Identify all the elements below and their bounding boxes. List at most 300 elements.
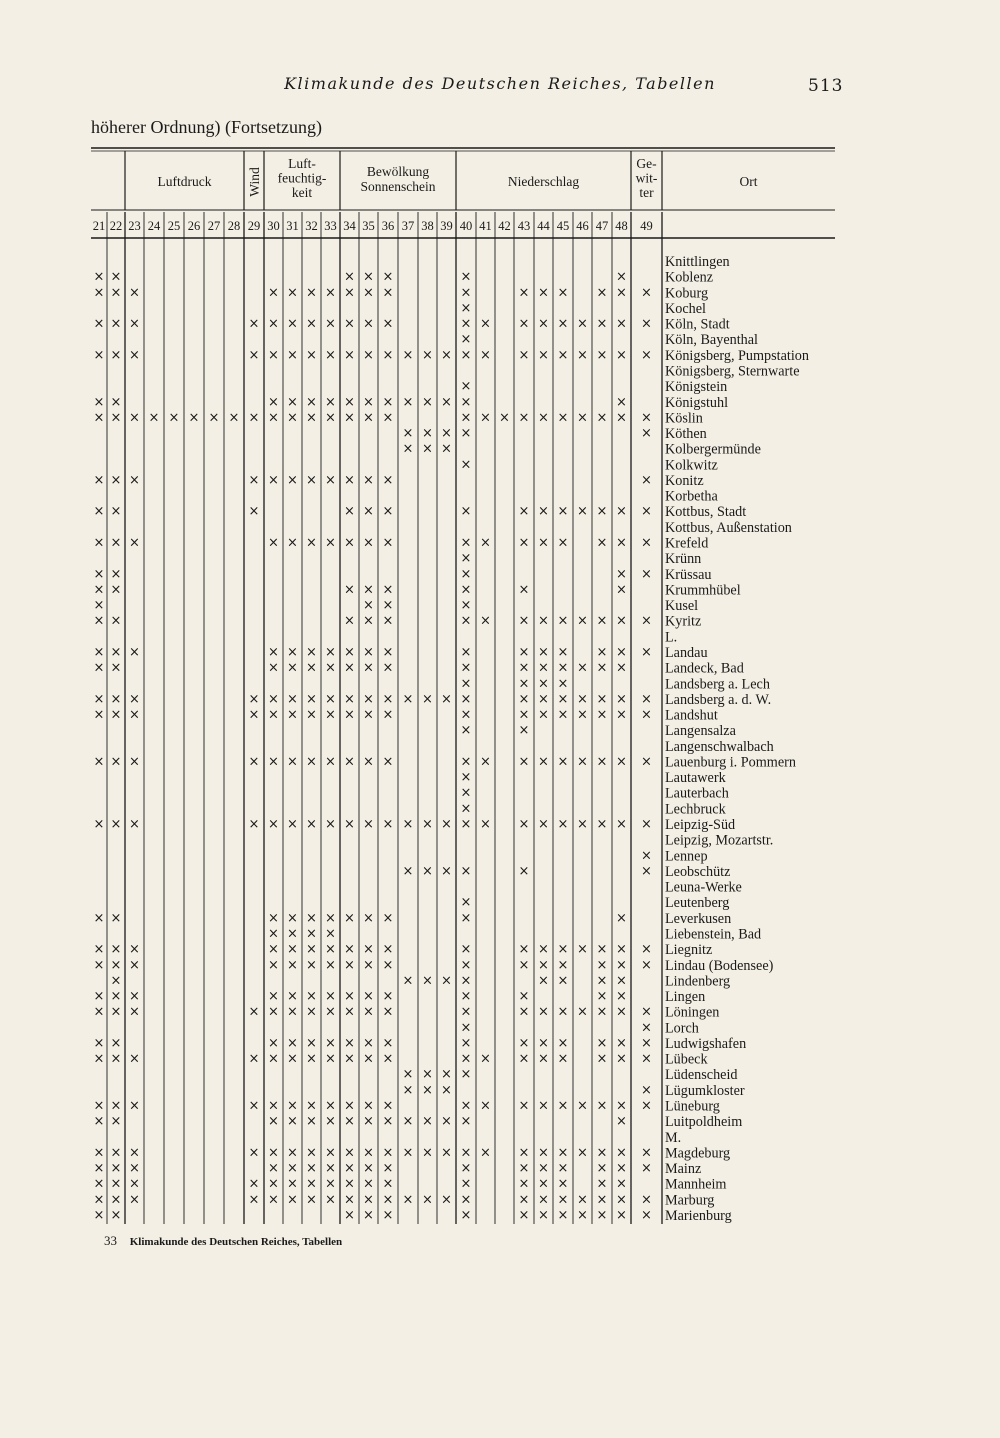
mark-45: × [557,817,569,833]
mark-31: × [287,1035,298,1051]
mark-43: × [518,1051,530,1067]
mark-36: × [382,1145,394,1161]
mark-36: × [382,504,394,520]
mark-48: × [616,973,627,989]
station-name: Kottbus, Außenstation [665,519,792,536]
mark-43: × [518,1192,530,1208]
mark-36: × [382,644,394,660]
mark-31: × [287,910,298,926]
mark-35: × [363,394,374,410]
mark-35: × [363,347,374,363]
station-name: Lechbruck [665,801,726,818]
mark-32: × [306,1098,317,1114]
mark-21: × [93,707,105,723]
station-name: Langensalza [665,723,736,740]
mark-39: × [441,817,452,833]
mark-33: × [325,691,336,707]
mark-45: × [557,973,569,989]
mark-48: × [616,957,627,973]
mark-23: × [129,316,140,332]
mark-22: × [110,817,122,833]
mark-32: × [306,347,317,363]
mark-29: × [248,316,260,332]
mark-39: × [441,347,452,363]
station-name: Leutenberg [665,895,730,912]
mark-48: × [616,910,627,926]
mark-49: × [641,1035,652,1051]
mark-34: × [344,1004,355,1020]
station-name: Landshut [665,707,718,724]
mark-47: × [596,957,608,973]
column-number-45: 45 [556,219,570,233]
mark-44: × [538,410,549,426]
mark-48: × [616,1051,627,1067]
mark-33: × [325,817,336,833]
mark-33: × [325,1051,336,1067]
section-letter: M. [665,1129,682,1146]
mark-40: × [460,1192,472,1208]
mark-43: × [518,676,530,692]
station-name: Lorch [665,1020,699,1037]
mark-30: × [268,394,279,410]
mark-48: × [616,1208,627,1223]
mark-33: × [325,1145,336,1161]
mark-36: × [382,316,394,332]
mark-31: × [287,644,298,660]
mark-40: × [460,910,472,926]
station-name: Krünn [665,551,702,568]
mark-32: × [306,817,317,833]
mark-36: × [382,269,394,285]
column-number-27: 27 [207,219,221,233]
mark-36: × [382,1098,394,1114]
mark-44: × [538,1035,549,1051]
mark-36: × [382,660,394,676]
mark-33: × [325,1192,336,1208]
mark-22: × [110,957,122,973]
mark-22: × [110,660,122,676]
mark-40: × [460,379,472,395]
mark-38: × [422,1114,433,1130]
mark-31: × [287,942,298,958]
mark-35: × [363,1176,374,1192]
mark-49: × [641,1020,652,1036]
mark-22: × [110,1145,122,1161]
mark-34: × [344,504,355,520]
mark-41: × [480,347,491,363]
column-number-47: 47 [595,219,609,233]
mark-48: × [616,1176,627,1192]
station-name: Köslin [665,410,703,427]
mark-40: × [460,535,472,551]
mark-32: × [306,1192,317,1208]
mark-31: × [287,707,298,723]
mark-45: × [557,754,569,770]
mark-40: × [460,1145,472,1161]
mark-40: × [460,1004,472,1020]
mark-36: × [382,1192,394,1208]
mark-35: × [363,1145,374,1161]
mark-49: × [641,754,652,770]
mark-41: × [480,535,491,551]
mark-35: × [363,1161,374,1177]
header-gewitter: Ge- [636,156,657,171]
mark-43: × [518,1035,530,1051]
station-name: Köthen [665,426,707,443]
station-name: Landsberg a. d. W. [665,691,772,708]
station-name: Lingen [665,989,706,1006]
mark-48: × [616,613,627,629]
mark-34: × [344,1145,355,1161]
mark-29: × [248,472,260,488]
mark-43: × [518,504,530,520]
mark-45: × [557,347,569,363]
mark-27: × [208,410,220,426]
mark-34: × [344,1161,355,1177]
mark-40: × [460,801,472,817]
mark-35: × [363,269,374,285]
mark-46: × [577,817,588,833]
mark-49: × [641,1208,652,1223]
mark-43: × [518,535,530,551]
mark-37: × [402,1082,414,1098]
mark-23: × [129,472,140,488]
mark-44: × [538,316,549,332]
mark-23: × [129,754,140,770]
mark-31: × [287,660,298,676]
mark-40: × [460,644,472,660]
mark-34: × [344,1114,355,1130]
station-name: Luitpoldheim [665,1114,743,1131]
mark-31: × [287,347,298,363]
mark-43: × [518,989,530,1005]
mark-44: × [538,535,549,551]
mark-21: × [93,613,105,629]
mark-40: × [460,1161,472,1177]
mark-21: × [93,394,105,410]
mark-33: × [325,1114,336,1130]
mark-22: × [110,582,122,598]
mark-44: × [538,942,549,958]
mark-33: × [325,316,336,332]
mark-28: × [228,410,240,426]
station-name: Löningen [665,1004,720,1021]
station-name: Marburg [665,1192,715,1209]
column-number-21: 21 [92,219,106,233]
mark-21: × [93,1145,105,1161]
mark-22: × [110,1114,122,1130]
mark-39: × [441,394,452,410]
mark-29: × [248,817,260,833]
mark-31: × [287,535,298,551]
mark-48: × [616,817,627,833]
mark-49: × [641,644,652,660]
mark-34: × [344,989,355,1005]
mark-47: × [596,1208,608,1223]
mark-40: × [460,1051,472,1067]
mark-39: × [441,863,452,879]
mark-47: × [596,1192,608,1208]
mark-23: × [129,1145,140,1161]
station-name: Lübeck [665,1051,708,1068]
station-name: Langenschwalbach [665,738,774,755]
column-number-43: 43 [517,219,531,233]
mark-34: × [344,269,355,285]
station-name: Königstuhl [665,394,729,411]
mark-37: × [402,426,414,442]
mark-49: × [641,347,652,363]
mark-30: × [268,1051,279,1067]
mark-40: × [460,942,472,958]
mark-29: × [248,1176,260,1192]
mark-49: × [641,1192,652,1208]
mark-40: × [460,269,472,285]
mark-49: × [641,691,652,707]
mark-32: × [306,316,317,332]
mark-49: × [641,613,652,629]
mark-34: × [344,957,355,973]
station-name: Königsberg, Sternwarte [665,363,800,380]
mark-33: × [325,926,336,942]
mark-40: × [460,863,472,879]
mark-37: × [402,1145,414,1161]
mark-37: × [402,1067,414,1083]
mark-44: × [538,691,549,707]
mark-32: × [306,644,317,660]
mark-34: × [344,472,355,488]
column-number-46: 46 [576,219,589,233]
mark-23: × [129,347,140,363]
column-number-40: 40 [459,219,473,233]
mark-47: × [596,691,608,707]
mark-39: × [441,441,452,457]
mark-39: × [441,1192,452,1208]
station-name: Mannheim [665,1176,727,1193]
mark-29: × [248,504,260,520]
mark-49: × [641,566,652,582]
mark-30: × [268,1004,279,1020]
mark-32: × [306,707,317,723]
header-bewoelkung: Sonnenschein [360,179,436,194]
mark-49: × [641,1161,652,1177]
mark-30: × [268,817,279,833]
mark-29: × [248,347,260,363]
mark-31: × [287,1145,298,1161]
mark-46: × [577,707,588,723]
mark-22: × [110,316,122,332]
station-name: Lüneburg [665,1098,720,1115]
mark-34: × [344,1098,355,1114]
mark-36: × [382,1176,394,1192]
station-name: Korbetha [665,488,718,505]
mark-44: × [538,347,549,363]
mark-47: × [596,1176,608,1192]
section-letter: L. [665,629,678,646]
mark-30: × [268,660,279,676]
mark-44: × [538,1161,549,1177]
mark-33: × [325,910,336,926]
mark-43: × [518,410,530,426]
mark-33: × [325,472,336,488]
mark-46: × [577,942,588,958]
mark-44: × [538,1208,549,1223]
mark-35: × [363,316,374,332]
mark-30: × [268,942,279,958]
mark-31: × [287,1098,298,1114]
mark-36: × [382,691,394,707]
mark-23: × [129,1098,140,1114]
mark-39: × [441,973,452,989]
mark-44: × [538,613,549,629]
header-luftfeuchtigkeit: keit [291,185,313,200]
mark-44: × [538,1145,549,1161]
mark-40: × [460,582,472,598]
mark-49: × [641,1051,652,1067]
mark-41: × [480,1145,491,1161]
mark-48: × [616,660,627,676]
mark-22: × [110,269,122,285]
mark-37: × [402,817,414,833]
station-name: Leipzig-Süd [665,817,736,834]
mark-36: × [382,1208,394,1223]
station-name: Lüdenscheid [665,1067,738,1084]
mark-21: × [93,269,105,285]
mark-39: × [441,1145,452,1161]
mark-34: × [344,754,355,770]
mark-43: × [518,644,530,660]
mark-32: × [306,754,317,770]
mark-41: × [480,1051,491,1067]
mark-35: × [363,817,374,833]
mark-49: × [641,410,652,426]
mark-40: × [460,613,472,629]
mark-46: × [577,504,588,520]
mark-29: × [248,707,260,723]
mark-45: × [557,316,569,332]
mark-47: × [596,535,608,551]
mark-32: × [306,1161,317,1177]
mark-32: × [306,1051,317,1067]
mark-37: × [402,973,414,989]
column-number-23: 23 [128,219,141,233]
mark-22: × [110,613,122,629]
mark-49: × [641,1004,652,1020]
station-name: Landsberg a. Lech [665,676,770,693]
mark-47: × [596,1145,608,1161]
mark-47: × [596,754,608,770]
mark-40: × [460,754,472,770]
mark-40: × [460,551,472,567]
mark-49: × [641,316,652,332]
mark-38: × [422,1067,433,1083]
mark-31: × [287,1004,298,1020]
mark-40: × [460,723,472,739]
column-number-26: 26 [187,219,201,233]
mark-35: × [363,942,374,958]
mark-23: × [129,707,140,723]
mark-48: × [616,535,627,551]
column-number-37: 37 [401,219,415,233]
mark-36: × [382,817,394,833]
mark-35: × [363,535,374,551]
mark-48: × [616,285,627,301]
mark-48: × [616,1114,627,1130]
station-name: Krefeld [665,535,709,552]
mark-22: × [110,754,122,770]
mark-43: × [518,1208,530,1223]
mark-22: × [110,1004,122,1020]
mark-40: × [460,285,472,301]
mark-30: × [268,691,279,707]
mark-40: × [460,1176,472,1192]
mark-31: × [287,817,298,833]
mark-34: × [344,535,355,551]
mark-33: × [325,285,336,301]
mark-43: × [518,957,530,973]
mark-33: × [325,1035,336,1051]
mark-49: × [641,1145,652,1161]
mark-40: × [460,1035,472,1051]
mark-23: × [129,1004,140,1020]
mark-48: × [616,644,627,660]
mark-33: × [325,989,336,1005]
column-number-22: 22 [109,219,123,233]
station-name: Königstein [665,379,728,396]
mark-29: × [248,1051,260,1067]
mark-34: × [344,707,355,723]
mark-45: × [557,676,569,692]
mark-49: × [641,535,652,551]
mark-43: × [518,1004,530,1020]
station-name: Kolkwitz [665,457,718,474]
station-name: Kottbus, Stadt [665,504,747,521]
mark-34: × [344,1035,355,1051]
mark-44: × [538,1192,549,1208]
mark-21: × [93,989,105,1005]
mark-22: × [110,472,122,488]
mark-31: × [287,1114,298,1130]
mark-38: × [422,817,433,833]
mark-24: × [148,410,160,426]
mark-47: × [596,644,608,660]
mark-48: × [616,1161,627,1177]
mark-49: × [641,472,652,488]
mark-32: × [306,942,317,958]
mark-48: × [616,1004,627,1020]
mark-32: × [306,1176,317,1192]
mark-48: × [616,989,627,1005]
mark-45: × [557,1004,569,1020]
mark-33: × [325,1098,336,1114]
mark-45: × [557,1035,569,1051]
mark-40: × [460,332,472,348]
mark-46: × [577,1208,588,1223]
station-name: Kolbergermünde [665,441,761,458]
page-number: 513 [808,76,844,96]
mark-38: × [422,441,433,457]
mark-34: × [344,347,355,363]
station-name: Knittlingen [665,254,730,270]
mark-36: × [382,1161,394,1177]
mark-31: × [287,926,298,942]
mark-32: × [306,989,317,1005]
mark-35: × [363,910,374,926]
mark-22: × [110,910,122,926]
mark-47: × [596,973,608,989]
mark-34: × [344,394,355,410]
mark-21: × [93,817,105,833]
mark-43: × [518,754,530,770]
